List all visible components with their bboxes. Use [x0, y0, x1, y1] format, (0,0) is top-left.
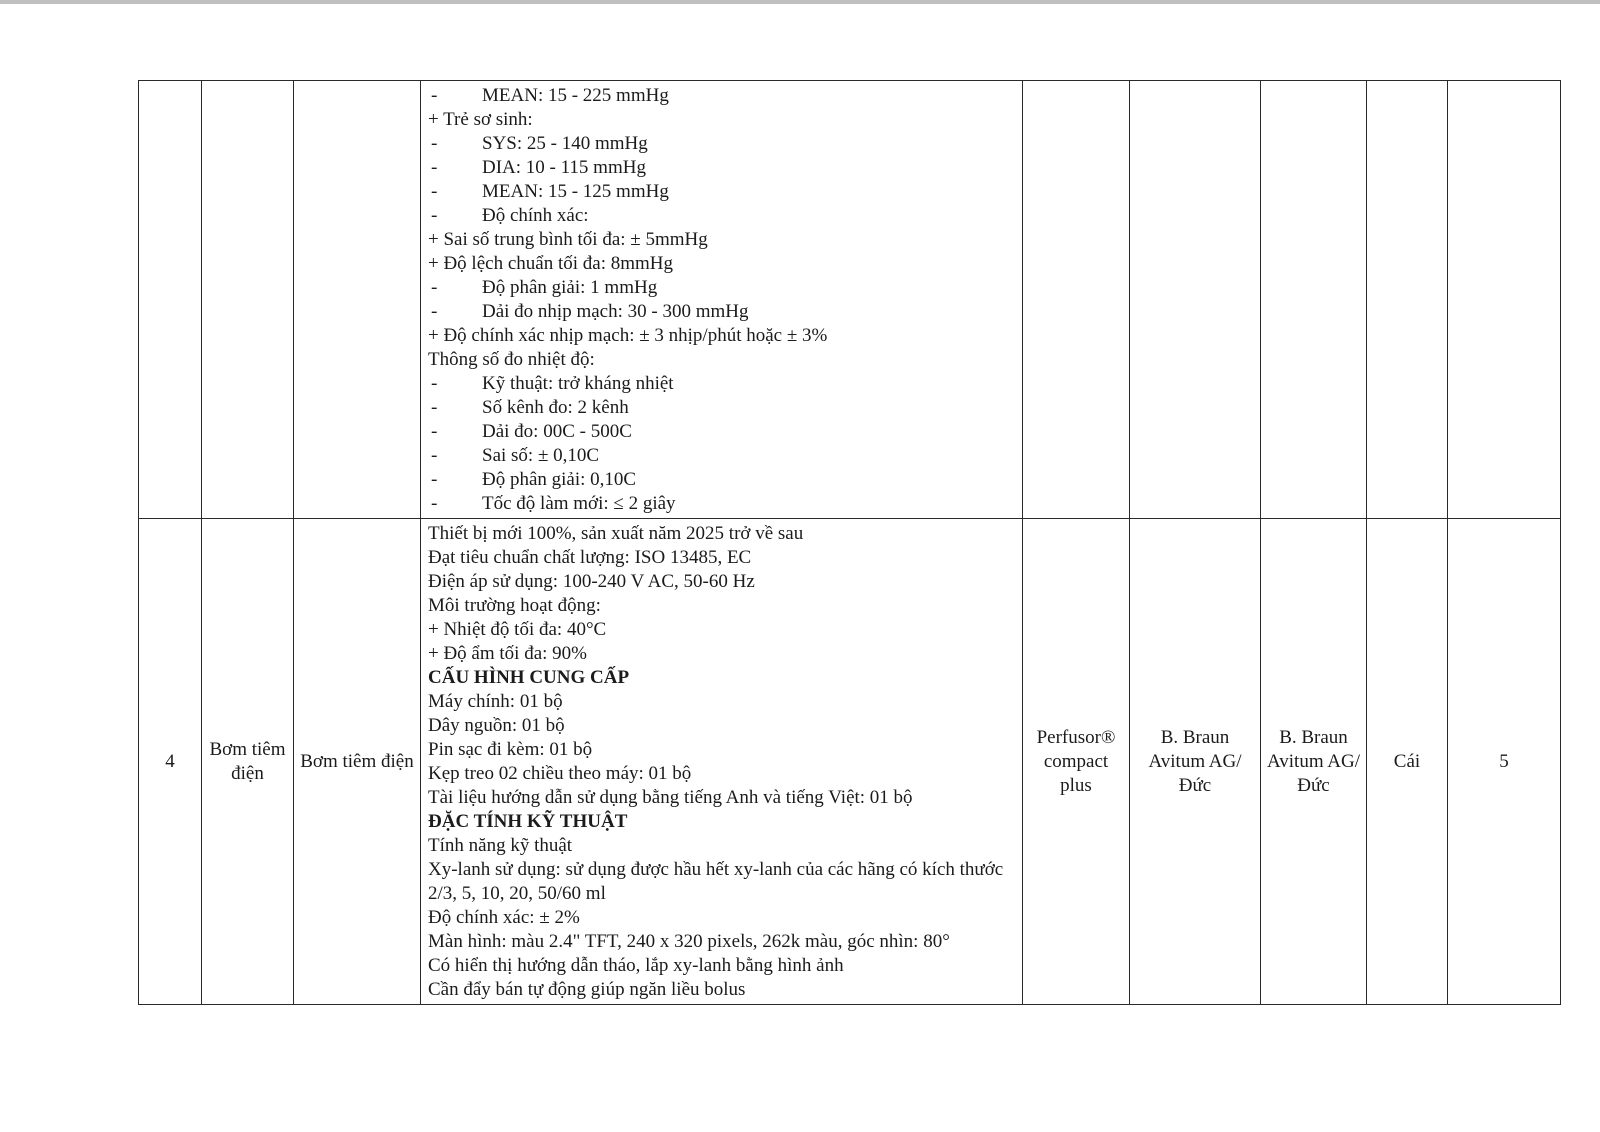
spec-line: Thiết bị mới 100%, sản xuất năm 2025 trở về sau: [428, 523, 804, 544]
spec-line-text: Độ phân giải: 1 mmHg: [482, 277, 658, 298]
bullet-dash: -: [431, 469, 438, 490]
spec-line: Dây nguồn: 01 bộ: [428, 715, 565, 736]
spec-line-text: Dải đo nhịp mạch: 30 - 300 mmHg: [482, 301, 749, 322]
spec-line: + Sai số trung bình tối đa: ± 5mmHg: [428, 229, 708, 250]
equipment-spec-table: [138, 80, 1561, 1005]
spec-line-text: DIA: 10 - 115 mmHg: [482, 157, 646, 178]
cell-stt: 4: [139, 519, 202, 1005]
cell-manufacturer: B. Braun Avitum AG/Đức: [1130, 519, 1261, 1005]
cell-item-name: Bơm tiêm điện: [202, 519, 294, 1005]
bullet-dash: -: [431, 157, 438, 178]
bullet-dash: -: [431, 493, 438, 514]
spec-line: Đạt tiêu chuẩn chất lượng: ISO 13485, EC: [428, 547, 752, 568]
spec-line-text: Độ chính xác:: [482, 205, 589, 226]
cell-unit: Cái: [1367, 519, 1448, 1005]
cell-trade-name: [294, 81, 421, 519]
spec-bullet-line: [428, 396, 1018, 420]
spec-bullet-line: [428, 300, 1018, 324]
spec-bullet-line: [428, 444, 1018, 468]
cell-trade-name: Bơm tiêm điện: [294, 519, 421, 1005]
cell-quantity: 5: [1448, 519, 1561, 1005]
spec-line: Pin sạc đi kèm: 01 bộ: [428, 739, 593, 760]
spec-bullet-line: [428, 468, 1018, 492]
bullet-dash: -: [431, 397, 438, 418]
spec-line-text: MEAN: 15 - 225 mmHg: [482, 85, 669, 106]
cell-specifications: [421, 519, 1023, 1005]
scan-top-edge: [0, 0, 1600, 4]
bullet-dash: -: [431, 133, 438, 154]
bullet-dash: -: [431, 421, 438, 442]
spec-line: Tài liệu hướng dẫn sử dụng bằng tiếng Anh và tiếng Việt: 01 bộ: [428, 787, 913, 808]
bullet-dash: -: [431, 373, 438, 394]
spec-line-text: Số kênh đo: 2 kênh: [482, 397, 629, 418]
cell-model: Perfusor® compact plus: [1023, 519, 1130, 1005]
spec-bullet-line: [428, 492, 1018, 516]
spec-bullet-line: [428, 132, 1018, 156]
spec-line-text: MEAN: 15 - 125 mmHg: [482, 181, 669, 202]
spec-line: Cần đẩy bán tự động giúp ngăn liều bolus: [428, 979, 746, 1000]
cell-model: [1023, 81, 1130, 519]
cell-quantity: [1448, 81, 1561, 519]
bullet-dash: -: [431, 205, 438, 226]
cell-origin: [1261, 81, 1367, 519]
spec-line-text: Tốc độ làm mới: ≤ 2 giây: [482, 493, 676, 514]
spec-line: Môi trường hoạt động:: [428, 595, 601, 616]
bullet-dash: -: [431, 85, 438, 106]
bullet-dash: -: [431, 277, 438, 298]
spec-section-heading: CẤU HÌNH CUNG CẤP: [428, 667, 630, 688]
cell-manufacturer: [1130, 81, 1261, 519]
cell-origin: B. Braun Avitum AG/Đức: [1261, 519, 1367, 1005]
spec-line-text: Kỹ thuật: trở kháng nhiệt: [482, 373, 674, 394]
spec-bullet-line: [428, 276, 1018, 300]
cell-specifications: [421, 81, 1023, 519]
spec-line: Kẹp treo 02 chiều theo máy: 01 bộ: [428, 763, 692, 784]
spec-bullet-line: [428, 372, 1018, 396]
spec-section-heading: ĐẶC TÍNH KỸ THUẬT: [428, 811, 628, 832]
spec-lines: [428, 84, 1018, 516]
spec-line: Xy-lanh sử dụng: sử dụng được hầu hết xy-lanh của các hãng có kích thước 2/3, 5, 10, 20, 50/60 ml: [428, 859, 1004, 904]
spec-line: + Độ ẩm tối đa: 90%: [428, 643, 587, 664]
bullet-dash: -: [431, 181, 438, 202]
spec-line: Có hiển thị hướng dẫn tháo, lắp xy-lanh bằng hình ảnh: [428, 955, 844, 976]
bullet-dash: -: [431, 445, 438, 466]
spec-line-text: Dải đo: 00C - 500C: [482, 421, 632, 442]
spec-line-text: SYS: 25 - 140 mmHg: [482, 133, 648, 154]
spec-line: + Trẻ sơ sinh:: [428, 109, 533, 130]
spec-line: Thông số đo nhiệt độ:: [428, 349, 595, 370]
spec-line: + Nhiệt độ tối đa: 40°C: [428, 619, 607, 640]
bullet-dash: -: [431, 301, 438, 322]
spec-bullet-line: [428, 180, 1018, 204]
spec-line: Màn hình: màu 2.4" TFT, 240 x 320 pixels, 262k màu, góc nhìn: 80°: [428, 931, 950, 952]
spec-bullet-line: [428, 420, 1018, 444]
cell-unit: [1367, 81, 1448, 519]
spec-line: Độ chính xác: ± 2%: [428, 907, 580, 928]
table-row-syringe-pump: [139, 519, 1561, 1005]
spec-line: Tính năng kỹ thuật: [428, 835, 573, 856]
table-row-continued: [139, 81, 1561, 519]
spec-bullet-line: [428, 204, 1018, 228]
spec-line: + Độ chính xác nhịp mạch: ± 3 nhịp/phút hoặc ± 3%: [428, 325, 828, 346]
spec-bullet-line: [428, 156, 1018, 180]
spec-line: Máy chính: 01 bộ: [428, 691, 563, 712]
cell-stt: [139, 81, 202, 519]
spec-line: Điện áp sử dụng: 100-240 V AC, 50-60 Hz: [428, 571, 755, 592]
spec-line-text: Sai số: ± 0,10C: [482, 445, 600, 466]
cell-item-name: [202, 81, 294, 519]
spec-line-text: Độ phân giải: 0,10C: [482, 469, 637, 490]
spec-bullet-line: [428, 84, 1018, 108]
spec-lines: [428, 522, 1018, 1002]
spec-line: + Độ lệch chuẩn tối đa: 8mmHg: [428, 253, 673, 274]
